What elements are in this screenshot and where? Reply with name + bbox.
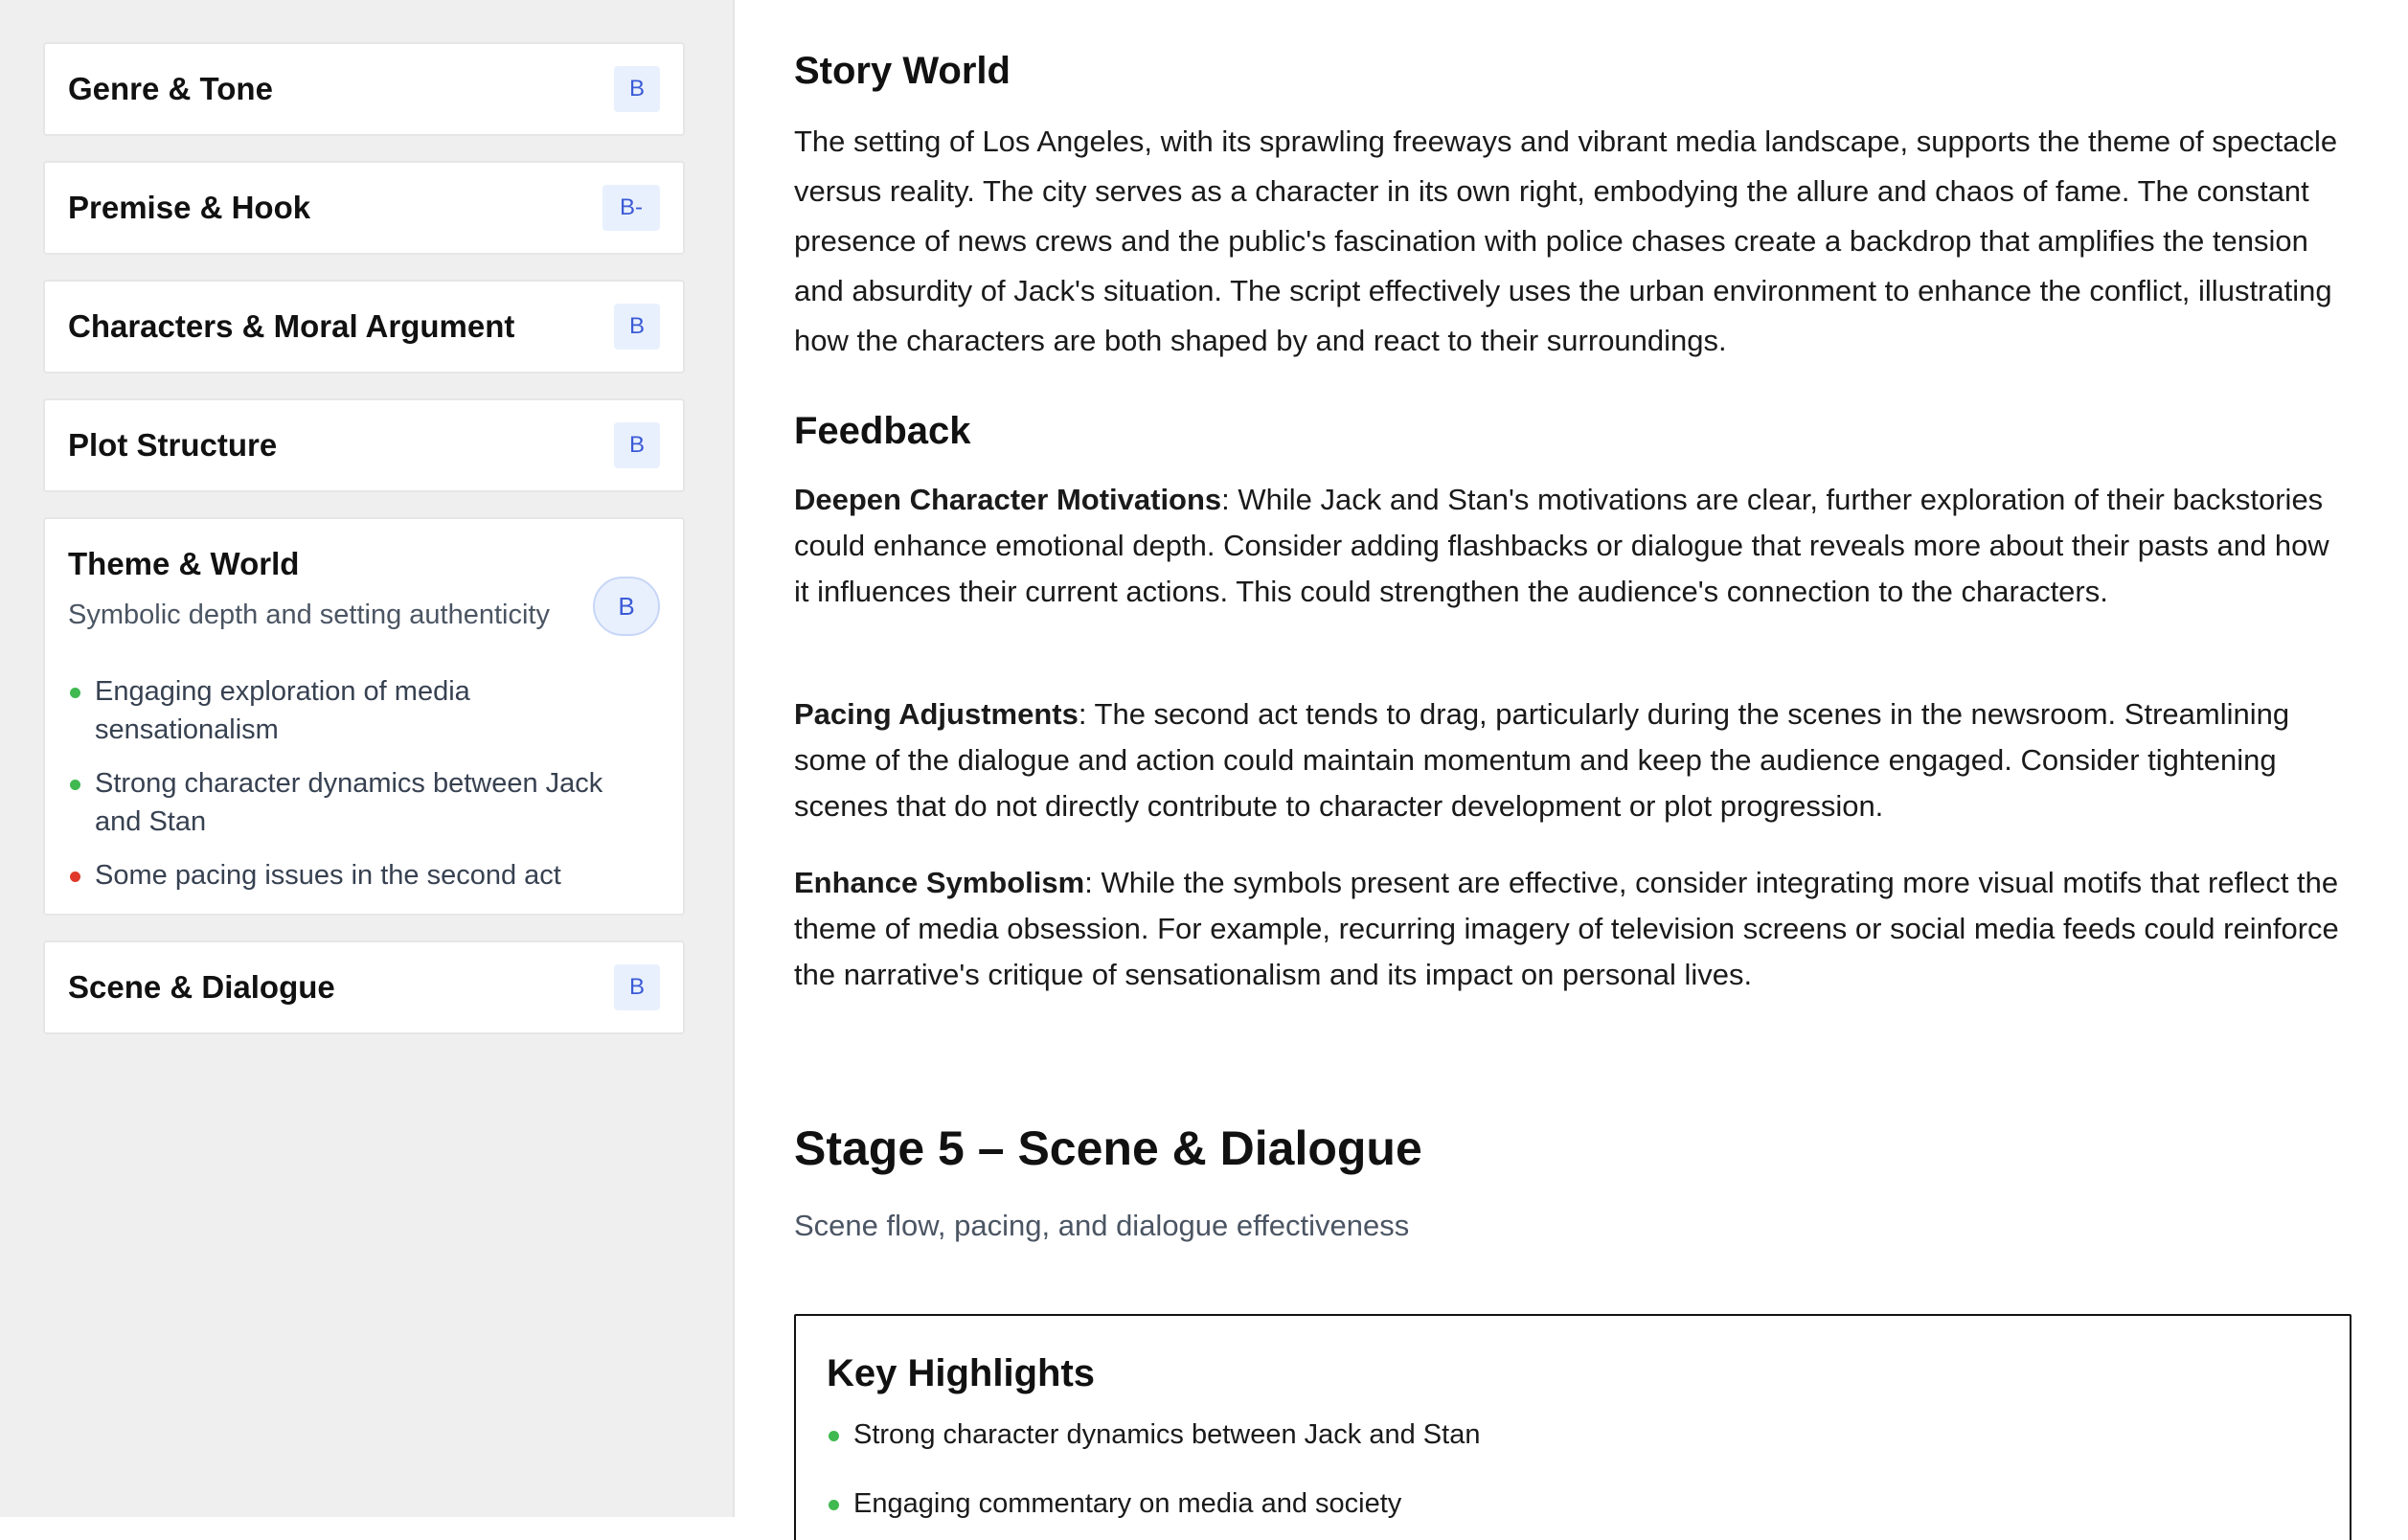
card-theme-world[interactable] bbox=[43, 517, 685, 916]
card-characters-moral-argument[interactable] bbox=[43, 280, 685, 374]
feedback-text: : While the symbols present are effective, consider integrating more visual motifs that reflect the theme of media obsession. For example, recurring imagery of television screens or social media feeds could reinforce the narrative's critique of sensationalism and its impact on personal lives. bbox=[794, 866, 2339, 991]
card-subtitle: Symbolic depth and setting authenticity bbox=[68, 600, 550, 630]
story-world-body: The setting of Los Angeles, with its sprawling freeways and vibrant media landscape, supports the theme of spectacle versus reality. The city serves as a character in its own right, embodying the allure and chaos of fame. The constant presence of news crews and the public's fascination with police chases create a backdrop that amplifies the tension and absurdity of Jack's situation. The script effectively uses the urban environment to enhance the conflict, illustrating how the characters are both shaped by and react to their surroundings. bbox=[794, 125, 2338, 357]
grade-badge: B bbox=[614, 304, 660, 350]
card-plot-structure[interactable] bbox=[43, 398, 685, 492]
story-world-heading: Story World bbox=[794, 50, 1011, 92]
sidebar bbox=[0, 0, 735, 1517]
list-item bbox=[827, 1484, 1480, 1523]
card-title: Theme & World bbox=[68, 546, 300, 581]
list-item-text: Strong character dynamics between Jack and Stan bbox=[95, 768, 603, 837]
list-item-text: Engaging commentary on media and society bbox=[853, 1488, 1402, 1519]
positive-dot-icon bbox=[829, 1431, 839, 1441]
feedback-item bbox=[794, 477, 2351, 615]
key-highlights-heading: Key Highlights bbox=[827, 1352, 1096, 1394]
feedback-text: : While Jack and Stan's motivations are clear, further exploration of their backstories could enhance emotional depth. Consider adding flashbacks or dialogue that reveals more about their pasts and how it influences their current actions. This could strengthen the audience's connection to the characters. bbox=[794, 483, 2329, 608]
card-title: Premise & Hook bbox=[68, 190, 311, 225]
feedback-label: Enhance Symbolism bbox=[794, 866, 1085, 899]
card-title: Characters & Moral Argument bbox=[68, 308, 515, 344]
feedback-label: Pacing Adjustments bbox=[794, 697, 1079, 731]
positive-dot-icon bbox=[70, 688, 80, 698]
grade-badge: B bbox=[614, 964, 660, 1010]
list-item-text: Engaging exploration of media sensationalism bbox=[95, 676, 470, 745]
feedback-item bbox=[794, 691, 2351, 829]
positive-dot-icon bbox=[829, 1500, 839, 1510]
key-highlights-box bbox=[794, 1314, 2351, 1540]
stage-title: Stage 5 – Scene & Dialogue bbox=[794, 1121, 1422, 1175]
card-genre-tone[interactable] bbox=[43, 42, 685, 136]
card-title: Plot Structure bbox=[68, 427, 278, 463]
list-item bbox=[68, 672, 643, 749]
card-scene-dialogue[interactable] bbox=[43, 940, 685, 1034]
card-title: Genre & Tone bbox=[68, 71, 273, 106]
feedback-label: Deepen Character Motivations bbox=[794, 483, 1222, 516]
grade-badge: B- bbox=[602, 185, 660, 231]
positive-dot-icon bbox=[70, 780, 80, 790]
negative-dot-icon bbox=[70, 872, 80, 882]
stage-subtitle: Scene flow, pacing, and dialogue effectiveness bbox=[794, 1209, 1410, 1242]
card-title: Scene & Dialogue bbox=[68, 969, 335, 1005]
card-premise-hook[interactable] bbox=[43, 161, 685, 255]
grade-badge: B bbox=[614, 66, 660, 112]
list-item bbox=[68, 856, 643, 895]
grade-badge: B bbox=[593, 577, 660, 636]
feedback-heading: Feedback bbox=[794, 410, 971, 452]
feedback-item bbox=[794, 860, 2351, 998]
list-item bbox=[68, 764, 643, 841]
list-item-text: Strong character dynamics between Jack and Stan bbox=[853, 1419, 1481, 1450]
list-item-text: Some pacing issues in the second act bbox=[95, 860, 561, 891]
list-item bbox=[827, 1415, 1480, 1454]
grade-badge: B bbox=[614, 422, 660, 468]
summary-list bbox=[68, 672, 643, 910]
key-highlights-list bbox=[827, 1415, 1480, 1540]
feedback-text: : The second act tends to drag, particularly during the scenes in the newsroom. Streamlining some of the dialogue and action could maintain momentum and keep the audience engaged. Consider tightening scenes that do not directly contribute to character development or plot progression. bbox=[794, 697, 2290, 823]
